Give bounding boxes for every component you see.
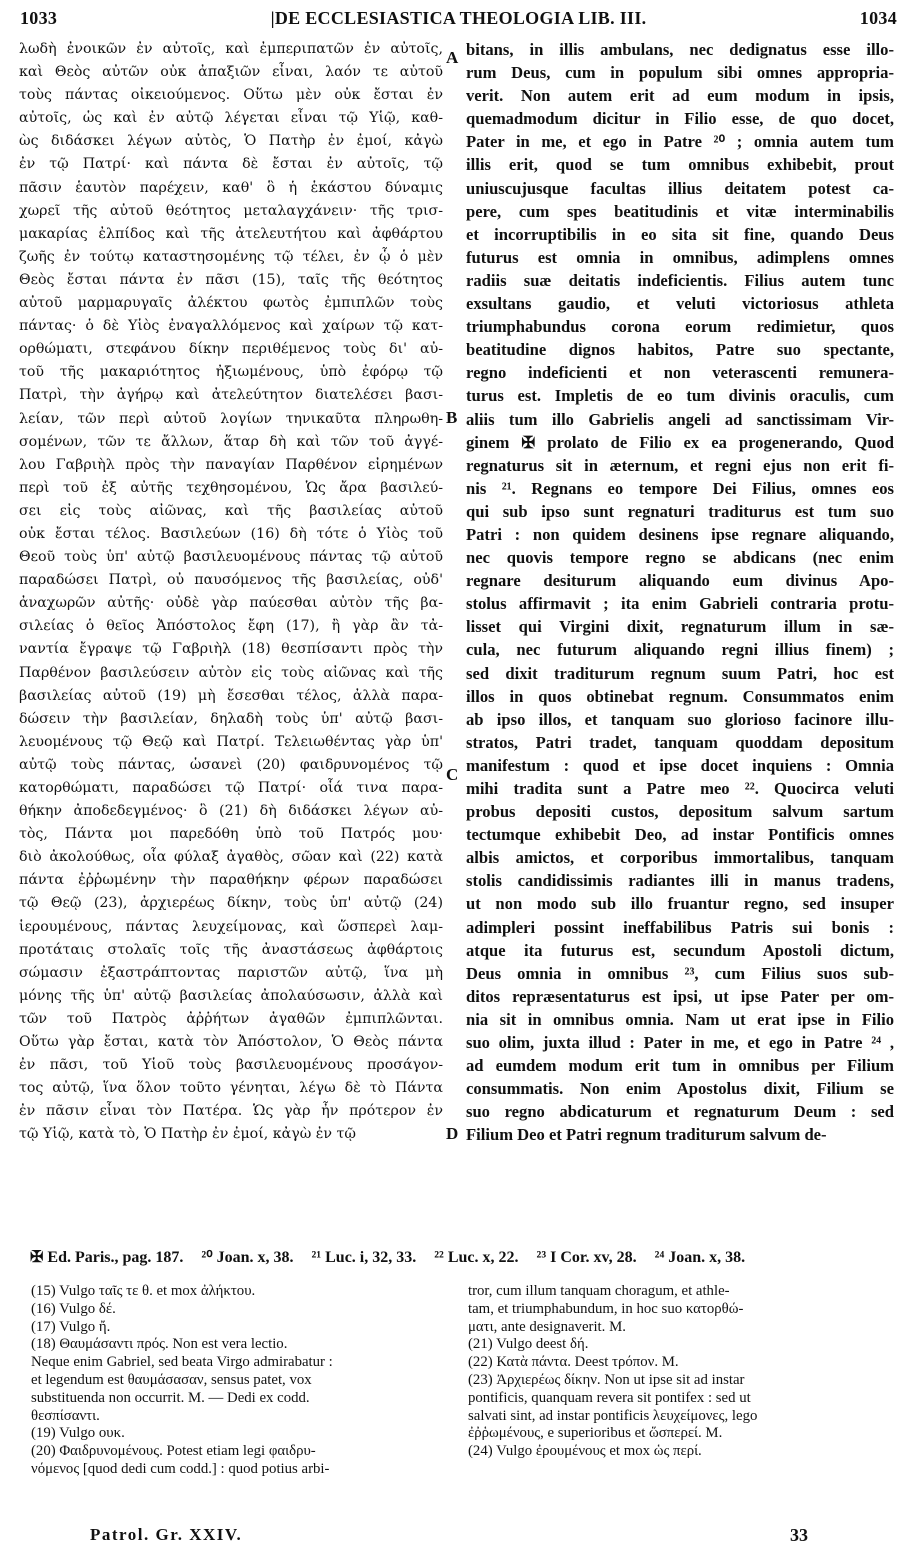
greek-text-line: ἐν πᾶσιν εἶναι τὸν Πατέρα. Ὡς γὰρ ἦν πρότερον ἐν (19, 1103, 443, 1120)
note-line: (23) Ἀρχιερέως δίκην. Non ut ipse sit ad instar (468, 1371, 745, 1388)
running-header (20, 8, 897, 34)
note-line: (17) Vulgo ἤ. (31, 1318, 111, 1335)
greek-text-line: παραδώσει Πατρὶ, οὐ παυσόμενος τῆς βασιλείας, οὐδ' (19, 572, 443, 589)
page-number-right: 1034 (859, 8, 897, 28)
greek-text-line: οὐκ ἔσται τέλος. Βασιλεύων (16) δὴ τότε ὁ Υἱὸς τοῦ (19, 525, 443, 542)
greek-text-line: λείαν, τῶν περὶ αὐτοῦ λογίων τηνικαῦτα πληρωθη- (19, 410, 443, 427)
latin-text-line: verit. Non autem erit ad eum modum in ipsis, (466, 86, 894, 106)
margin-letter-d: D (446, 1124, 459, 1143)
greek-text-line: θήκην ἀποδεδεγμένος· ὃ (21) δὴ διδάσκει λέγων αὐ- (19, 803, 443, 820)
greek-text-line: τὸς, Πάντα μοι παρεδόθη ὑπὸ τοῦ Πατρός μου· (19, 826, 443, 843)
greek-text-line: μακαρίας ἐλπίδος καὶ τῆς ἀτελευτήτου καὶ ἀφθάρτου (19, 225, 443, 242)
note-line: (18) Θαυμάσαντι πρός. Non est vera lectio. (31, 1336, 288, 1353)
greek-text-line: Παρθένον βασιλεύσειν αὐτὸν εἰς τοὺς αἰῶνας καὶ τῆς (19, 664, 443, 681)
margin-letter-b: B (446, 408, 458, 427)
greek-text-line: καὶ Θεὸς αὐτῶν οὐκ ἀπαξιῶν εἶναι, λαόν τε αὐτοῦ (19, 64, 443, 81)
greek-text-line: Θεοῦ τοὺς ὑπ' αὐτῷ βασιλευομένους πάντας τῷ αὐτοῦ (19, 549, 443, 566)
greek-text-line: ἱερουμένους, πάντας λευχείμονας, καὶ ὥσπερεὶ λαμ- (19, 918, 443, 935)
note-line: (21) Vulgo deest δή. (468, 1336, 589, 1353)
latin-text-line: triumphabundus corona eorum redimietur, quos (466, 317, 894, 337)
latin-text-line: probus depositi custos, depositum salvum sartum (466, 802, 894, 822)
reference-24: ²⁴ Joan. x, 38. (654, 1249, 746, 1266)
latin-text-line: aliis tum illo Gabrielis angeli ad sanctissimam Vir- (466, 409, 894, 429)
latin-text-line: Patri : non quidem desinens ipse regnare aliquando, (466, 524, 894, 544)
greek-text-line: μόνης τῆς ὑπ' αὐτῷ βασιλείας ἀπολαύσωσιν, ἀλλὰ καὶ (19, 987, 443, 1004)
note-line: (19) Vulgo ουκ. (31, 1425, 125, 1442)
latin-text-line: suo regno abdicaturum et regnaturum Deum : sed (466, 1102, 894, 1122)
latin-text-line: adimpleri possint ineffabilibus Patris sui bonis : (466, 917, 894, 937)
greek-text-line: αὐτοῖς, ὡς καὶ ἐν αὐτῷ λέγεται εἶναι τῷ Υἱῷ, καθ- (19, 110, 443, 127)
signature-mark: 33 (790, 1525, 808, 1545)
greek-text-line: διὸ ἀκολούθως, οἷα φύλαξ ἀγαθὸς, σῶαν καὶ (22) κατὰ (19, 849, 443, 866)
latin-text-line: exsultans gaudio, et veluti victoriosus athleta (466, 294, 894, 314)
note-line: et legendum est θαυμάσασαν, sensus patet, vox (31, 1371, 312, 1388)
greek-column (19, 38, 443, 1147)
greek-text-line: περὶ τοῦ ἐξ αὐτῆς τεχθησομένου, Ὡς ἄρα βασιλεύ- (19, 479, 443, 496)
latin-text-line: nec quovis tempore regno se abdicans (nec enim (466, 548, 894, 568)
reference-ed-paris: ✠ Ed. Paris., pag. 187. (30, 1249, 184, 1266)
latin-text-line: atque ita futurus est, secundum Apostoli dictum, (466, 940, 894, 960)
latin-text-line: regno indeficienti et non veterascenti remunera- (466, 363, 894, 383)
note-line: pontificis, quanquam revera sit pontifex : sed ut (468, 1389, 751, 1406)
margin-letter-c: C (446, 765, 459, 784)
greek-text-line: τος αὐτῷ, ἵνα ὅλον τοῦτο γένηται, λέγω δὲ τὸ Πάντα (19, 1080, 443, 1097)
note-line: Neque enim Gabriel, sed beata Virgo admirabatur : (31, 1354, 333, 1371)
note-line: tror, cum illum tanquam choragum, et athle- (468, 1283, 730, 1299)
margin-letter-a: A (446, 48, 459, 67)
reference-22: ²² Luc. x, 22. (434, 1249, 519, 1266)
reference-23: ²³ I Cor. xv, 28. (536, 1249, 637, 1266)
note-line: νόμενος [quod dedi cum codd.] : quod potius arbi- (31, 1460, 330, 1477)
latin-text-line: sed dixit traditurum regnum suum Patri, hoc est (466, 663, 894, 683)
latin-text-line: stratos, Patri tradet, tanquam quoddam depositum (466, 732, 894, 752)
latin-text-line: stolus affirmavit ; ita enim Gabrieli contraria protu- (466, 594, 894, 614)
latin-text-line: rum Deus, cum in populum sibi omnes appropria- (466, 63, 894, 83)
latin-text-line: ginem ✠ prolato de Filio ex ea progenerando, Quod (466, 432, 894, 452)
greek-text-line: ἐν πᾶσι, τοῦ Υἱοῦ τοὺς βασιλευομένους προσάγον- (19, 1057, 443, 1074)
greek-text-line: λευομένους τῷ Θεῷ καὶ Πατρί. Τελειωθέντας γὰρ ὑπ' (19, 733, 443, 750)
greek-text-line: Πατρὶ, τὴν ἀγήρῳ καὶ ἀτελεύτητον διατελέσει βασι- (19, 387, 443, 404)
latin-text-line: bitans, in illis ambulans, nec dedignatus esse illo- (466, 40, 894, 59)
latin-text-line: ut non modo sub illo fruantur regno, sed insuper (466, 894, 894, 914)
greek-text-line: προτάταις στολαῖς τοῖς τῆς ἀναστάσεως ἀφθάρτοις (19, 941, 443, 958)
latin-text-line: uniuscujusque facultas illius deitatem potest ca- (466, 178, 894, 198)
latin-text-line: Filium Deo et Patri regnum traditurum salvum de- (466, 1125, 827, 1145)
notes-left-column (31, 1283, 436, 1479)
greek-text-line: αὐτοῦ μαρμαρυγαῖς ἀλέκτου φωτὸς ἐμπιπλῶν τοὺς (19, 295, 443, 312)
greek-text-line: τῷ Υἱῷ, κατὰ τὸ, Ὁ Πατὴρ ἐν ἐμοί, κἀγὼ ἐν τῷ (19, 1126, 356, 1143)
note-line: (24) Vulgo ἐρουμένους et mox ὡς περί. (468, 1443, 702, 1460)
note-line: (20) Φαιδρυνομένους. Potest etiam legi φαιδρυ- (31, 1443, 316, 1460)
latin-text-line: Pater in me, et ego in Patre ²⁰ ; omnia autem tum (466, 132, 894, 152)
greek-text-line: ἐν τῷ Πατρί· καὶ πάντα δὲ ἔσται ἐν αὐτοῖς, τῷ (19, 156, 443, 173)
note-line: salvati sint, ad instar pontificis λευχείμονες, lego (468, 1407, 758, 1424)
latin-text-line: tectumque exhibebit Deo, ad instar Pontificis omnes (466, 825, 894, 845)
scripture-references (30, 1247, 897, 1267)
greek-text-line: λωδὴ ἐνοικῶν ἐν αὐτοῖς, καὶ ἐμπεριπατῶν ἐν αὐτοῖς, (19, 41, 443, 57)
greek-text-line: πᾶσιν ἑαυτὸν παρέχειν, καθ' ὃ ἡ ἑκάστου δύναμις (19, 179, 443, 196)
greek-text-line: χωρεῖ τῆς αὐτοῦ θεότητος μεταλαγχάνειν· τῆς τρισ- (19, 202, 443, 219)
greek-text-line: σιλείας ὁ θεῖος Ἀπόστολος ἔφη (17), ἢ γὰρ ἂν τἀ- (19, 618, 443, 635)
latin-text-line: nia sit in omnibus omnia. Nam ut erat ipse in Filio (466, 1009, 894, 1029)
latin-text-line: qui sub ipso sunt regnaturi traditurus est tum suo (466, 501, 894, 521)
latin-text-line: consummatis. Non enim Apostolus dixit, Filium se (466, 1079, 894, 1099)
note-line: (16) Vulgo δέ. (31, 1300, 116, 1317)
note-line: ἐῤῥωμένους, e superioribus et ὥσπερεί. M. (468, 1425, 723, 1442)
latin-text-line: albis amictos, et corporibus immortalibus, tanquam (466, 848, 894, 868)
reference-20: ²⁰ Joan. x, 38. (201, 1249, 294, 1266)
latin-text-line: stolis candidissimis radiantes illi in manus tradens, (466, 871, 894, 891)
running-title: |DE ECCLESIASTICA THEOLOGIA LIB. III. (270, 8, 647, 28)
reference-21: ²¹ Luc. i, 32, 33. (311, 1249, 417, 1266)
latin-text-line: pere, cum spes beatitudinis et vitæ interminabilis (466, 201, 894, 221)
latin-text-line: beatitudine dignos habitos, Patre suo spectante, (466, 340, 894, 360)
greek-text-line: κατορθώματι, παραδώσει τῷ Πατρί· οἷά τινα παρα- (19, 780, 443, 796)
latin-text-line: illis erit, quod se tum omnibus exhibebit, prout (466, 155, 894, 175)
greek-text-line: τοὺς πάντας οἰκειούμενος. Οὕτω μὲν οὐκ ἔσται ἐν (19, 87, 443, 104)
note-line: tam, et triumphabundum, in hoc suo κατορθώ- (468, 1300, 744, 1317)
greek-text-line: ορθώματι, στεφάνου δίκην περιθέμενος τοὺς δι' αὐ- (19, 341, 443, 358)
note-line: substituenda non occurrit. M. — Dedi ex codd. (31, 1389, 310, 1406)
latin-text-line: cula, nec futurum aliquando regni illius finem) ; (466, 640, 894, 660)
page-number-left: 1033 (20, 8, 58, 28)
latin-text-line: regnaturus sit in æternum, et regni ejus non erit fi- (466, 455, 894, 475)
greek-text-line: σομένων, τῶν τε ἄλλων, ἅταρ δὴ καὶ τῶν τοῦ ἀγγέ- (19, 433, 443, 450)
latin-text-line: manifestum : quod et ipse docet inquiens : Omnia (466, 755, 894, 775)
latin-text-line: regnare desiturum aliquando eum divinus Apo- (466, 571, 894, 591)
greek-text-line: τῶν τοῦ Πατρὸς ἀῤῥήτων ἀγαθῶν ἐμπιπλῶνται. (19, 1010, 443, 1027)
greek-text-line: Θεὸς ἔσται πάντα ἐν πᾶσι (15), ταῖς τῆς θεότητος (19, 271, 443, 288)
greek-text-line: ὼς διδάσκει λέγων αὐτὸς, Ὁ Πατὴρ ἐν ἐμοί, κἀγὼ (19, 133, 443, 150)
latin-text-line: et incorruptibilis in eo sita sit fine, quando Deus (466, 224, 894, 244)
greek-text-line: σει εἰς τοὺς αἰῶνας, καὶ τῆς βασιλείας αὐτοῦ (19, 502, 443, 519)
latin-text-line: ad eumdem modum erit tum in omnibus per Filium (466, 1056, 894, 1076)
latin-text-line: radiis suæ deitatis indeficientis. Filius autem tunc (466, 270, 894, 290)
greek-text-line: λου Γαβριὴλ πρὸς τὴν παναγίαν Παρθένον εἰρημένων (19, 456, 443, 473)
latin-text-line: futurus est omnia in omnibus, adimplens omnes (466, 247, 894, 267)
latin-text-line: mihi tradita sunt a Patre meo ²². Quocirca veluti (466, 779, 894, 798)
latin-text-line: suo olim, juxta illud : Pater in me, et ego in Patre ²⁴ , (466, 1033, 894, 1053)
greek-text-line: Οὕτω γὰρ ἔσται, κατὰ τὸν Ἀπόστολον, Ὁ Θεὸς πάντα (19, 1034, 443, 1051)
latin-text-line: lisset qui Virgini dixit, regnaturum illum in sæ- (466, 617, 894, 637)
greek-text-line: δώσειν τὴν βασιλείαν, δηλαδὴ τοὺς ὑπ' αὐτῷ βασι- (19, 710, 443, 727)
latin-text-line: Deus omnia in omnibus ²³, cum Filius suos sub- (466, 963, 894, 983)
notes-right-column (468, 1283, 888, 1461)
greek-text-line: ἀναχωρῶν αὐτῆς· οὐδὲ γὰρ παύεσθαι αὐτὸν τῆς βα- (19, 595, 443, 612)
latin-text-line: nis ²¹. Regnans eo tempore Dei Filius, omnes eos (466, 478, 894, 498)
latin-column (466, 38, 894, 1147)
greek-text-line: τῷ Θεῷ (23), ἀρχιερέως δίκην, τοὺς ὑπ' αὐτῷ (24) (19, 895, 443, 912)
note-line: (22) Κατὰ πάντα. Deest τρόπον. M. (468, 1354, 679, 1371)
greek-text-line: τοῦ τῆς μακαριότητος ἠξιωμένους, ὑπὸ ἐφόρῳ τῷ (19, 364, 443, 381)
note-line: ματι, ante designaverit. M. (468, 1318, 626, 1335)
greek-text-line: ζωῆς ἐν τούτῳ καταστησομένης τῷ τέλει, ἐν ᾧ ὁ μὲν (19, 248, 443, 265)
greek-text-line: ναντία ἔγραψε τῷ Γαβριὴλ (18) θεσπίσαντι πρὸς τὴν (19, 641, 443, 658)
latin-text-line: quemadmodum dicitur in Filio esse, de quo docet, (466, 109, 894, 129)
greek-text-line: αὐτῷ τοὺς πάντας, ὡσανεὶ (20) φαιδρυνομένος τῷ (19, 756, 443, 773)
latin-text-line: ab ipso illos, et tanquam suo glorioso facinore illu- (466, 709, 894, 729)
latin-text-line: ditos repræsentaturus est ipsi, ut ipse Pater per om- (466, 986, 894, 1006)
greek-text-line: πάντα ἐῤῥωμένην τὴν παραθήκην φέρων παραδώσει (19, 872, 443, 889)
greek-text-line: βασιλείας αὐτοῦ (19) μὴ ἔσεσθαι τέλος, ἀλλὰ παρα- (19, 687, 443, 704)
greek-text-line: σώμασιν ἐξαστράπτοντας παριστῶν αὐτῷ, ἵνα μὴ (19, 964, 443, 981)
latin-text-line: turus est. Impletis de eo tum divinis oraculis, cum (466, 386, 894, 406)
series-footer: Patrol. Gr. XXIV. (90, 1525, 243, 1544)
note-line: (15) Vulgo ταῖς τε θ. et mox ἀλήκτου. (31, 1283, 256, 1299)
note-line: θεσπίσαντι. (31, 1407, 100, 1424)
greek-text-line: πάντας· ὁ δὲ Υἱὸς ἐναγαλλόμενος καὶ χαίρων τῷ κατ- (19, 318, 443, 335)
latin-text-line: illos in quos obtinebat regnum. Consummatos enim (466, 686, 894, 706)
